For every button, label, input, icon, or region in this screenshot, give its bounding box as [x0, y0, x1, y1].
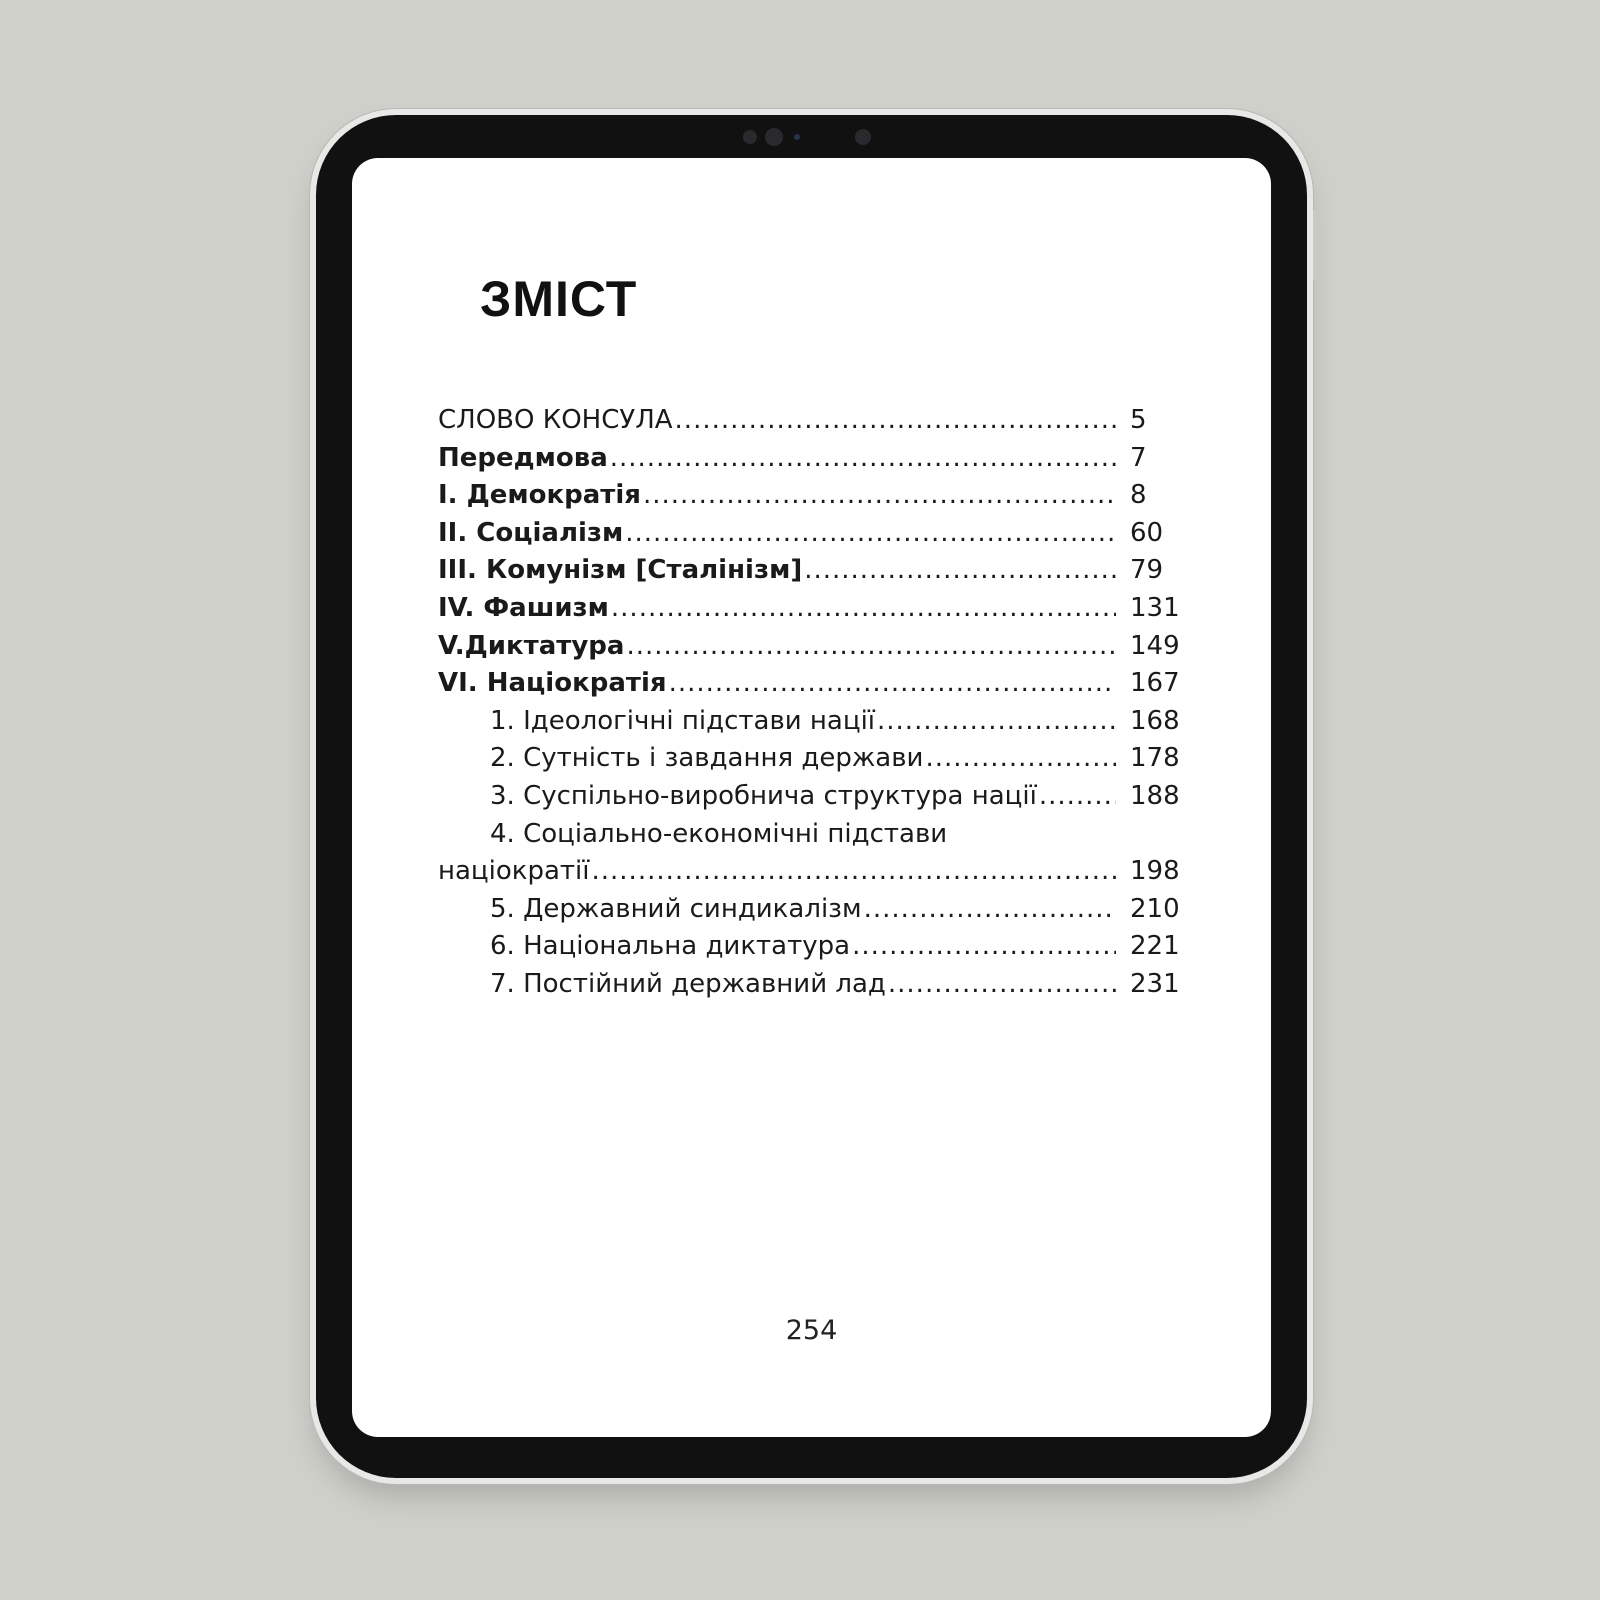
toc-subentry[interactable] — [438, 816, 1186, 854]
volume-button[interactable] — [1313, 210, 1317, 280]
front-camera-icon — [765, 128, 783, 146]
toc-entry-label: 6. Національна диктатура — [490, 931, 851, 962]
toc-subentry[interactable] — [438, 891, 1186, 929]
toc-entry-page: 5 — [1130, 405, 1147, 435]
page-number: 254 — [785, 1315, 838, 1346]
toc-entry-page: 168 — [1130, 705, 1180, 736]
toc-entry-page: 231 — [1130, 968, 1180, 999]
dot-leader — [864, 891, 1116, 929]
toc-entry[interactable] — [438, 477, 1186, 515]
camera-sensor-icon — [794, 134, 800, 140]
toc-subentry[interactable] — [438, 778, 1186, 816]
toc-entry-label: 1. Ідеологічні підстави нації — [490, 705, 876, 736]
toc-subentry[interactable] — [438, 966, 1186, 1004]
toc-entry[interactable] — [438, 628, 1186, 666]
toc-entry[interactable] — [438, 402, 1186, 440]
toc-subentry[interactable] — [438, 740, 1186, 778]
dot-leader — [643, 477, 1116, 515]
dot-leader — [925, 740, 1116, 778]
toc-subentry[interactable] — [438, 703, 1186, 741]
toc-entry-page: 7 — [1130, 442, 1147, 473]
dot-leader — [626, 628, 1116, 666]
toc-entry-label: 4. Соціально-економічні підстави — [490, 818, 948, 849]
toc-entry-label: І. Демократія — [438, 480, 641, 511]
toc-subentry[interactable] — [438, 928, 1186, 966]
toc-entry-page: 167 — [1130, 668, 1180, 699]
toc-entry[interactable] — [438, 440, 1186, 478]
dot-leader — [625, 515, 1116, 553]
screen — [352, 158, 1271, 1437]
tablet-device — [316, 115, 1307, 1478]
dot-leader — [610, 440, 1116, 478]
dot-leader — [852, 928, 1116, 966]
toc-entry[interactable] — [438, 552, 1186, 590]
toc-entry-label: націократії — [438, 856, 590, 887]
dot-leader — [888, 966, 1116, 1004]
dot-leader — [675, 402, 1116, 440]
toc-entry-label: 3. Суспільно-виробнича структура нації — [490, 780, 1037, 811]
toc-entry-label: V.Диктатура — [438, 630, 625, 661]
camera-bar — [316, 127, 1307, 147]
toc-entry-label: ІІІ. Комунізм [Сталінізм] — [438, 555, 803, 586]
toc-entry-page: 221 — [1130, 931, 1180, 962]
toc-entry-label: VI. Націократія — [438, 668, 667, 699]
toc-entry-label: 2. Сутність і завдання держави — [490, 743, 924, 774]
toc-subentry-continuation[interactable] — [438, 853, 1186, 891]
toc-entry-label: 7. Постійний державний лад — [490, 968, 886, 999]
toc-entry-page: 149 — [1130, 630, 1180, 661]
toc-entry-page: 60 — [1130, 517, 1164, 548]
dot-leader — [592, 853, 1117, 891]
toc-entry-page: 131 — [1130, 592, 1180, 623]
front-camera-icon — [743, 130, 757, 144]
camera-sensor-icon — [855, 129, 871, 145]
table-of-contents — [438, 402, 1186, 1004]
toc-entry-page: 178 — [1130, 743, 1180, 774]
dot-leader — [804, 552, 1116, 590]
toc-entry-label: СЛОВО КОНСУЛА — [438, 405, 673, 435]
toc-entry-page: 8 — [1130, 480, 1147, 511]
toc-entry[interactable] — [438, 590, 1186, 628]
toc-entry-page: 210 — [1130, 893, 1180, 924]
toc-entry-page: 79 — [1130, 555, 1164, 586]
toc-entry-page: 198 — [1130, 856, 1180, 887]
toc-entry[interactable] — [438, 515, 1186, 553]
dot-leader — [669, 665, 1116, 703]
toc-entry-label: IV. Фашизм — [438, 592, 609, 623]
toc-entry-label: ІІ. Соціалізм — [438, 517, 624, 548]
toc-entry-label: Передмова — [438, 442, 608, 473]
page-title: ЗМІСТ — [480, 271, 638, 327]
toc-entry[interactable] — [438, 665, 1186, 703]
toc-entry-page: 188 — [1130, 780, 1180, 811]
dot-leader — [877, 703, 1116, 741]
dot-leader — [1039, 778, 1116, 816]
dot-leader — [611, 590, 1116, 628]
toc-entry-label: 5. Державний синдикалізм — [490, 893, 862, 924]
